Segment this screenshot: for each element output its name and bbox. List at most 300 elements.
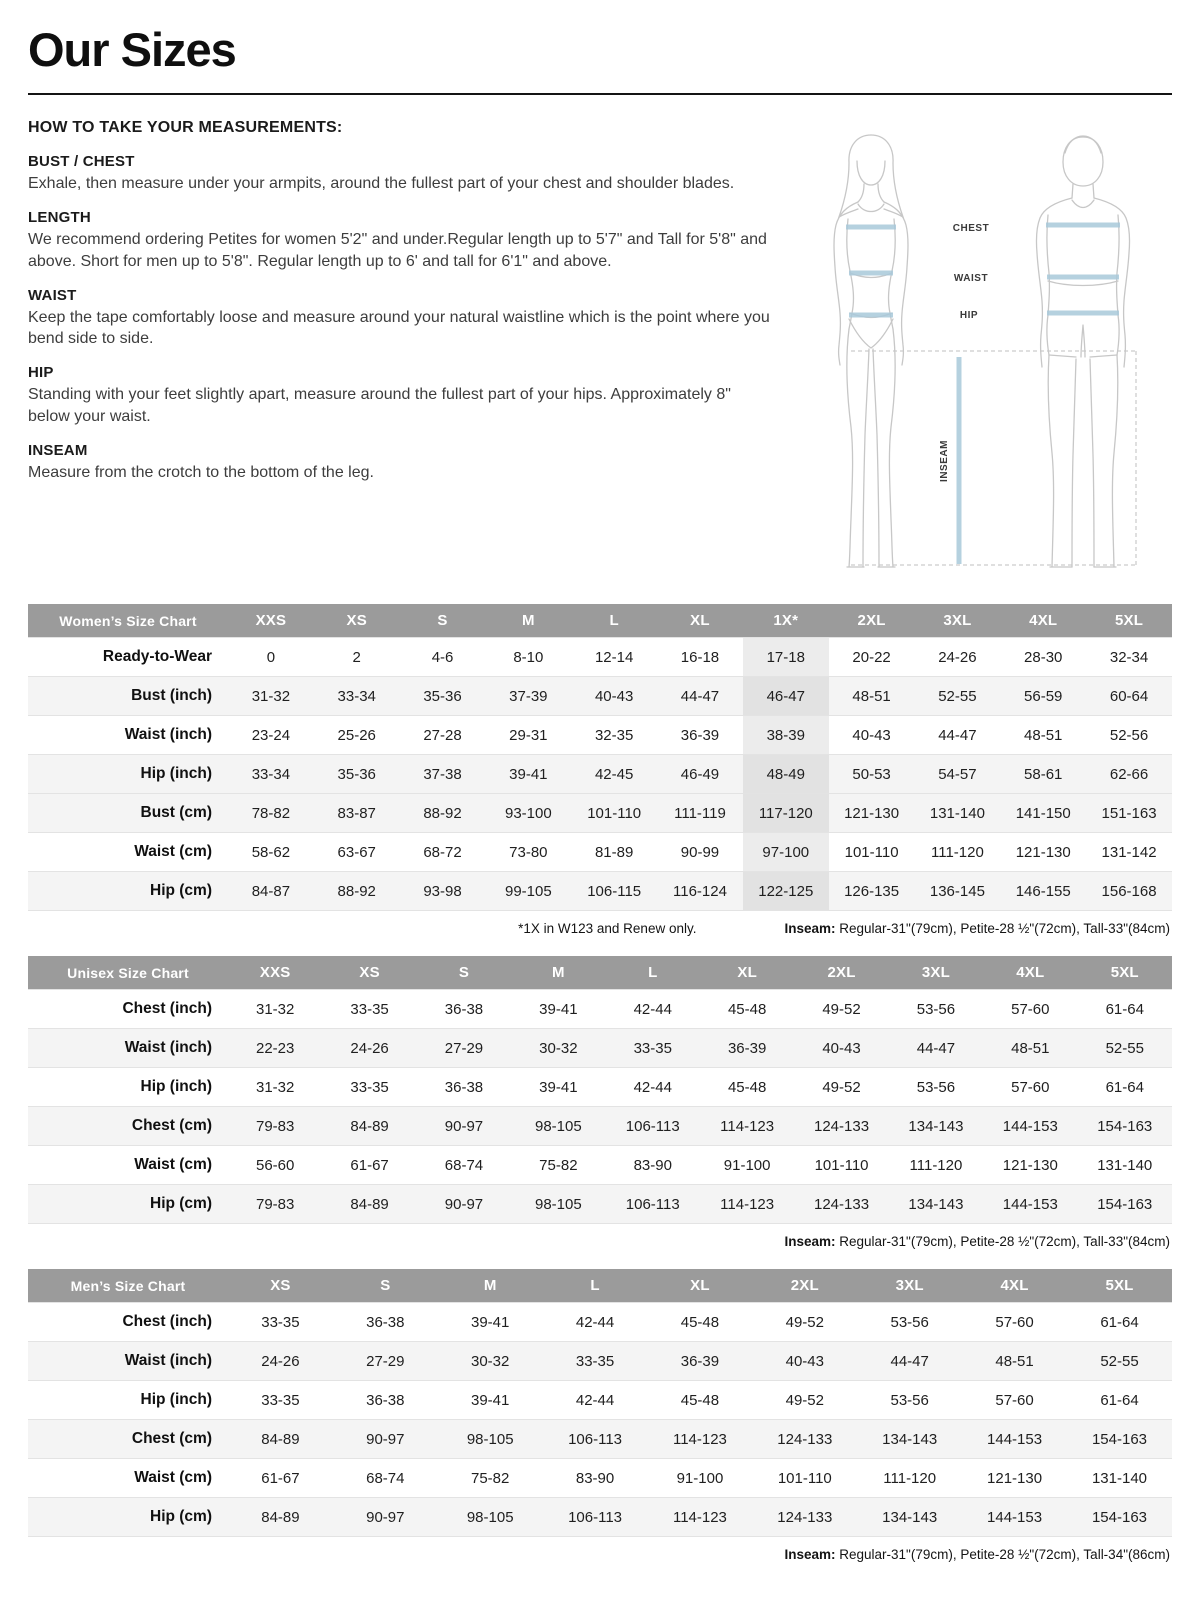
inseam-label: INSEAM	[939, 440, 950, 482]
inseam-footnote	[784, 921, 1170, 936]
size-cell: 30-32	[511, 1029, 605, 1068]
table-row	[28, 1185, 1172, 1224]
inseam-footnote-label: Inseam:	[784, 921, 836, 936]
size-cell: 36-39	[648, 1342, 753, 1381]
size-cell: 93-98	[400, 872, 486, 911]
instructions-heading: HOW TO TAKE YOUR MEASUREMENTS:	[28, 119, 343, 136]
size-cell: 49-52	[752, 1381, 857, 1420]
size-cell: 154-163	[1078, 1185, 1172, 1224]
size-cell: 106-113	[543, 1498, 648, 1537]
size-cell: 44-47	[857, 1342, 962, 1381]
section-title: HIP	[28, 364, 54, 382]
size-column-header: S	[333, 1269, 438, 1303]
instruction-section-length	[28, 209, 772, 272]
size-cell: 121-130	[1000, 833, 1086, 872]
size-cell: 83-90	[543, 1459, 648, 1498]
size-cell: 90-97	[333, 1498, 438, 1537]
size-cell: 68-74	[333, 1459, 438, 1498]
size-cell: 35-36	[314, 755, 400, 794]
body-measurement-illustration	[790, 121, 1172, 591]
size-cell: 97-100	[743, 833, 829, 872]
size-cell: 111-120	[889, 1146, 983, 1185]
table-title: Men’s Size Chart	[28, 1269, 228, 1303]
inseam-footnote-label: Inseam:	[784, 1234, 836, 1249]
size-cell: 48-51	[983, 1029, 1077, 1068]
size-cell: 33-34	[228, 755, 314, 794]
size-guide-page	[28, 22, 1172, 1562]
size-cell: 12-14	[571, 638, 657, 677]
size-cell: 63-67	[314, 833, 400, 872]
size-cell: 90-97	[417, 1107, 511, 1146]
size-column-header: 3XL	[857, 1269, 962, 1303]
row-label: Chest (inch)	[28, 990, 228, 1029]
inseam-footnote	[784, 1234, 1170, 1249]
size-cell: 39-41	[438, 1381, 543, 1420]
size-cell: 101-110	[571, 794, 657, 833]
size-cell: 27-28	[400, 716, 486, 755]
size-cell: 56-60	[228, 1146, 322, 1185]
row-label: Chest (cm)	[28, 1420, 228, 1459]
size-cell: 106-113	[606, 1185, 700, 1224]
size-cell: 53-56	[889, 990, 983, 1029]
mens-size-chart-table	[28, 1269, 1172, 1537]
table-title: Women’s Size Chart	[28, 604, 228, 638]
unisex-size-chart-table	[28, 956, 1172, 1224]
row-label: Waist (cm)	[28, 1146, 228, 1185]
size-cell: 114-123	[648, 1498, 753, 1537]
size-cell: 68-74	[417, 1146, 511, 1185]
waist-label: WAIST	[953, 273, 989, 284]
row-label: Hip (cm)	[28, 1498, 228, 1537]
size-cell: 44-47	[889, 1029, 983, 1068]
size-cell: 40-43	[571, 677, 657, 716]
size-cell: 90-97	[417, 1185, 511, 1224]
header-row	[28, 1269, 1172, 1303]
section-body: Standing with your feet slightly apart, measure around the fullest part of your hips. Approximately 8" below your waist.	[28, 386, 731, 425]
inseam-footnote-label: Inseam:	[784, 1547, 836, 1562]
size-column-header: M	[438, 1269, 543, 1303]
size-cell: 38-39	[743, 716, 829, 755]
size-column-header: XXS	[228, 956, 322, 990]
size-cell: 39-41	[511, 990, 605, 1029]
size-cell: 36-38	[333, 1381, 438, 1420]
size-cell: 33-35	[228, 1381, 333, 1420]
measurement-instructions	[28, 119, 772, 596]
size-cell: 81-89	[571, 833, 657, 872]
size-cell: 88-92	[400, 794, 486, 833]
instruction-section-hip	[28, 364, 772, 427]
page-title: Our Sizes	[28, 23, 236, 76]
size-column-header: XS	[314, 604, 400, 638]
size-cell: 73-80	[485, 833, 571, 872]
size-cell: 144-153	[983, 1107, 1077, 1146]
size-cell: 45-48	[648, 1381, 753, 1420]
size-cell: 57-60	[962, 1303, 1067, 1342]
size-cell: 40-43	[752, 1342, 857, 1381]
size-cell: 62-66	[1086, 755, 1172, 794]
size-cell: 24-26	[228, 1342, 333, 1381]
section-title: BUST / CHEST	[28, 153, 135, 170]
size-cell: 33-35	[322, 1068, 416, 1107]
size-cell: 30-32	[438, 1342, 543, 1381]
size-cell: 84-89	[228, 1498, 333, 1537]
unisex-chart-footnote	[30, 1234, 1170, 1249]
size-cell: 53-56	[857, 1303, 962, 1342]
row-label: Hip (cm)	[28, 1185, 228, 1224]
size-cell: 36-39	[657, 716, 743, 755]
section-title: INSEAM	[28, 441, 88, 459]
row-label: Waist (cm)	[28, 1459, 228, 1498]
size-cell: 32-35	[571, 716, 657, 755]
size-cell: 37-39	[485, 677, 571, 716]
size-cell: 114-123	[700, 1185, 794, 1224]
size-cell: 20-22	[829, 638, 915, 677]
table-row	[28, 1459, 1172, 1498]
row-label: Hip (inch)	[28, 1381, 228, 1420]
size-cell: 134-143	[889, 1185, 983, 1224]
size-column-header: XS	[228, 1269, 333, 1303]
size-cell: 37-38	[400, 755, 486, 794]
size-column-header: M	[485, 604, 571, 638]
row-label: Ready-to-Wear	[28, 638, 228, 677]
size-cell: 101-110	[829, 833, 915, 872]
size-cell: 42-44	[543, 1381, 648, 1420]
size-cell: 114-123	[700, 1107, 794, 1146]
size-charts	[28, 604, 1172, 1562]
size-cell: 154-163	[1067, 1498, 1172, 1537]
size-cell: 114-123	[648, 1420, 753, 1459]
size-cell: 98-105	[438, 1420, 543, 1459]
size-cell: 33-35	[606, 1029, 700, 1068]
size-cell: 46-49	[657, 755, 743, 794]
table-row	[28, 1420, 1172, 1459]
size-cell: 49-52	[752, 1303, 857, 1342]
mens-size-chart-section	[28, 1269, 1172, 1562]
size-cell: 42-45	[571, 755, 657, 794]
womens-size-chart	[28, 604, 1172, 911]
size-cell: 39-41	[485, 755, 571, 794]
size-cell: 84-89	[322, 1185, 416, 1224]
size-cell: 154-163	[1067, 1420, 1172, 1459]
size-cell: 121-130	[962, 1459, 1067, 1498]
womens-size-chart-table	[28, 604, 1172, 911]
womens-size-chart-section	[28, 604, 1172, 936]
size-cell: 91-100	[700, 1146, 794, 1185]
size-cell: 116-124	[657, 872, 743, 911]
size-cell: 122-125	[743, 872, 829, 911]
size-cell: 98-105	[511, 1107, 605, 1146]
table-row	[28, 1068, 1172, 1107]
size-cell: 141-150	[1000, 794, 1086, 833]
size-cell: 79-83	[228, 1107, 322, 1146]
womens-chart-footnote	[30, 921, 1170, 936]
one-x-footnote: *1X in W123 and Renew only.	[518, 921, 697, 936]
size-cell: 83-90	[606, 1146, 700, 1185]
size-cell: 98-105	[438, 1498, 543, 1537]
section-body: Measure from the crotch to the bottom of the leg.	[28, 463, 374, 481]
hip-label: HIP	[959, 310, 979, 321]
size-cell: 126-135	[829, 872, 915, 911]
size-column-header: 4XL	[1000, 604, 1086, 638]
size-cell: 99-105	[485, 872, 571, 911]
size-column-header: L	[543, 1269, 648, 1303]
size-cell: 17-18	[743, 638, 829, 677]
size-cell: 48-49	[743, 755, 829, 794]
size-cell: 101-110	[794, 1146, 888, 1185]
size-cell: 42-44	[543, 1303, 648, 1342]
size-cell: 40-43	[829, 716, 915, 755]
size-cell: 57-60	[983, 990, 1077, 1029]
instruction-section-bust-chest	[28, 153, 772, 194]
size-cell: 39-41	[511, 1068, 605, 1107]
size-column-header: 3XL	[915, 604, 1001, 638]
size-cell: 121-130	[829, 794, 915, 833]
size-cell: 124-133	[794, 1107, 888, 1146]
size-cell: 88-92	[314, 872, 400, 911]
row-label: Hip (inch)	[28, 755, 228, 794]
size-cell: 61-64	[1078, 1068, 1172, 1107]
size-cell: 106-113	[543, 1420, 648, 1459]
size-cell: 134-143	[857, 1420, 962, 1459]
size-cell: 31-32	[228, 990, 322, 1029]
size-cell: 61-67	[322, 1146, 416, 1185]
size-cell: 84-89	[228, 1420, 333, 1459]
size-cell: 33-34	[314, 677, 400, 716]
size-cell: 136-145	[915, 872, 1001, 911]
size-column-header: XS	[322, 956, 416, 990]
size-cell: 46-47	[743, 677, 829, 716]
size-cell: 52-56	[1086, 716, 1172, 755]
section-body: Keep the tape comfortably loose and measure around your natural waistline which is the point where you bend side to side.	[28, 308, 770, 348]
size-cell: 57-60	[983, 1068, 1077, 1107]
size-cell: 79-83	[228, 1185, 322, 1224]
size-cell: 106-115	[571, 872, 657, 911]
size-cell: 53-56	[857, 1381, 962, 1420]
inseam-footnote-text: Regular-31"(79cm), Petite-28 ½"(72cm), Tall-33"(84cm)	[835, 1234, 1170, 1249]
size-cell: 156-168	[1086, 872, 1172, 911]
table-row	[28, 755, 1172, 794]
mens-chart-footnote	[30, 1547, 1170, 1562]
size-cell: 45-48	[700, 1068, 794, 1107]
size-cell: 75-82	[511, 1146, 605, 1185]
size-cell: 124-133	[752, 1498, 857, 1537]
table-row	[28, 677, 1172, 716]
size-cell: 144-153	[962, 1498, 1067, 1537]
size-cell: 90-97	[333, 1420, 438, 1459]
size-cell: 93-100	[485, 794, 571, 833]
size-cell: 33-35	[543, 1342, 648, 1381]
size-cell: 61-64	[1067, 1303, 1172, 1342]
size-cell: 98-105	[511, 1185, 605, 1224]
instruction-section-waist	[28, 287, 772, 350]
size-cell: 24-26	[915, 638, 1001, 677]
size-cell: 23-24	[228, 716, 314, 755]
size-cell: 117-120	[743, 794, 829, 833]
table-row	[28, 872, 1172, 911]
size-cell: 32-34	[1086, 638, 1172, 677]
size-cell: 134-143	[857, 1498, 962, 1537]
size-column-header: 2XL	[829, 604, 915, 638]
row-label: Waist (inch)	[28, 1029, 228, 1068]
size-cell: 75-82	[438, 1459, 543, 1498]
size-column-header: 1X*	[743, 604, 829, 638]
row-label: Chest (inch)	[28, 1303, 228, 1342]
measurements-section	[28, 119, 1172, 596]
row-label: Bust (inch)	[28, 677, 228, 716]
size-cell: 53-56	[889, 1068, 983, 1107]
measurement-diagram	[790, 119, 1172, 596]
size-cell: 61-64	[1067, 1381, 1172, 1420]
size-cell: 27-29	[417, 1029, 511, 1068]
size-column-header: S	[417, 956, 511, 990]
section-title: LENGTH	[28, 209, 91, 227]
row-label: Chest (cm)	[28, 1107, 228, 1146]
size-cell: 154-163	[1078, 1107, 1172, 1146]
header-row	[28, 604, 1172, 638]
size-cell: 68-72	[400, 833, 486, 872]
size-column-header: 5XL	[1086, 604, 1172, 638]
size-cell: 16-18	[657, 638, 743, 677]
size-cell: 31-32	[228, 1068, 322, 1107]
table-row	[28, 1029, 1172, 1068]
size-column-header: 5XL	[1078, 956, 1172, 990]
size-cell: 78-82	[228, 794, 314, 833]
size-cell: 45-48	[700, 990, 794, 1029]
size-cell: 101-110	[752, 1459, 857, 1498]
size-cell: 44-47	[915, 716, 1001, 755]
size-cell: 29-31	[485, 716, 571, 755]
size-cell: 52-55	[1078, 1029, 1172, 1068]
table-row	[28, 990, 1172, 1029]
row-label: Hip (inch)	[28, 1068, 228, 1107]
section-title: WAIST	[28, 286, 77, 304]
size-cell: 90-99	[657, 833, 743, 872]
title-divider	[28, 93, 1172, 95]
unisex-size-chart	[28, 956, 1172, 1224]
size-cell: 50-53	[829, 755, 915, 794]
size-cell: 58-61	[1000, 755, 1086, 794]
size-cell: 48-51	[829, 677, 915, 716]
size-cell: 124-133	[794, 1185, 888, 1224]
size-cell: 0	[228, 638, 314, 677]
table-row	[28, 1107, 1172, 1146]
size-cell: 52-55	[1067, 1342, 1172, 1381]
table-row	[28, 638, 1172, 677]
size-cell: 36-38	[417, 1068, 511, 1107]
size-cell: 40-43	[794, 1029, 888, 1068]
table-row	[28, 716, 1172, 755]
size-cell: 31-32	[228, 677, 314, 716]
size-cell: 33-35	[228, 1303, 333, 1342]
size-cell: 2	[314, 638, 400, 677]
size-cell: 111-120	[915, 833, 1001, 872]
size-cell: 36-39	[700, 1029, 794, 1068]
size-cell: 83-87	[314, 794, 400, 833]
size-cell: 4-6	[400, 638, 486, 677]
size-cell: 36-38	[333, 1303, 438, 1342]
size-cell: 131-142	[1086, 833, 1172, 872]
size-column-header: XL	[657, 604, 743, 638]
size-column-header: S	[400, 604, 486, 638]
size-cell: 45-48	[648, 1303, 753, 1342]
size-cell: 131-140	[1078, 1146, 1172, 1185]
size-cell: 131-140	[1067, 1459, 1172, 1498]
chest-label: CHEST	[952, 223, 990, 234]
size-cell: 151-163	[1086, 794, 1172, 833]
mens-size-chart	[28, 1269, 1172, 1537]
size-cell: 49-52	[794, 990, 888, 1029]
size-cell: 60-64	[1086, 677, 1172, 716]
size-cell: 25-26	[314, 716, 400, 755]
size-cell: 54-57	[915, 755, 1001, 794]
table-row	[28, 833, 1172, 872]
size-cell: 146-155	[1000, 872, 1086, 911]
size-cell: 144-153	[962, 1420, 1067, 1459]
size-cell: 121-130	[983, 1146, 1077, 1185]
size-column-header: 3XL	[889, 956, 983, 990]
size-cell: 36-38	[417, 990, 511, 1029]
row-label: Waist (inch)	[28, 1342, 228, 1381]
size-cell: 28-30	[1000, 638, 1086, 677]
table-row	[28, 1146, 1172, 1185]
inseam-footnote-text: Regular-31"(79cm), Petite-28 ½"(72cm), Tall-33"(84cm)	[835, 921, 1170, 936]
size-cell: 42-44	[606, 990, 700, 1029]
table-row	[28, 1342, 1172, 1381]
unisex-size-chart-section	[28, 956, 1172, 1249]
size-cell: 49-52	[794, 1068, 888, 1107]
table-row	[28, 1381, 1172, 1420]
size-cell: 35-36	[400, 677, 486, 716]
size-cell: 131-140	[915, 794, 1001, 833]
size-cell: 52-55	[915, 677, 1001, 716]
size-cell: 111-119	[657, 794, 743, 833]
size-cell: 61-67	[228, 1459, 333, 1498]
row-label: Waist (cm)	[28, 833, 228, 872]
size-column-header: XL	[648, 1269, 753, 1303]
size-cell: 8-10	[485, 638, 571, 677]
size-cell: 42-44	[606, 1068, 700, 1107]
size-cell: 48-51	[962, 1342, 1067, 1381]
inseam-footnote	[784, 1547, 1170, 1562]
size-cell: 24-26	[322, 1029, 416, 1068]
size-column-header: XL	[700, 956, 794, 990]
size-cell: 84-89	[322, 1107, 416, 1146]
size-column-header: 2XL	[794, 956, 888, 990]
table-row	[28, 1303, 1172, 1342]
row-label: Hip (cm)	[28, 872, 228, 911]
size-column-header: 4XL	[962, 1269, 1067, 1303]
size-cell: 124-133	[752, 1420, 857, 1459]
size-cell: 134-143	[889, 1107, 983, 1146]
size-column-header: XXS	[228, 604, 314, 638]
table-title: Unisex Size Chart	[28, 956, 228, 990]
table-row	[28, 1498, 1172, 1537]
size-cell: 39-41	[438, 1303, 543, 1342]
table-row	[28, 794, 1172, 833]
size-cell: 144-153	[983, 1185, 1077, 1224]
inseam-footnote-text: Regular-31"(79cm), Petite-28 ½"(72cm), Tall-34"(86cm)	[835, 1547, 1170, 1562]
size-cell: 27-29	[333, 1342, 438, 1381]
size-cell: 22-23	[228, 1029, 322, 1068]
section-body: Exhale, then measure under your armpits, around the fullest part of your chest and shoulder blades.	[28, 175, 735, 192]
size-cell: 58-62	[228, 833, 314, 872]
size-column-header: L	[571, 604, 657, 638]
size-cell: 111-120	[857, 1459, 962, 1498]
row-label: Waist (inch)	[28, 716, 228, 755]
size-cell: 57-60	[962, 1381, 1067, 1420]
size-cell: 56-59	[1000, 677, 1086, 716]
size-column-header: 2XL	[752, 1269, 857, 1303]
